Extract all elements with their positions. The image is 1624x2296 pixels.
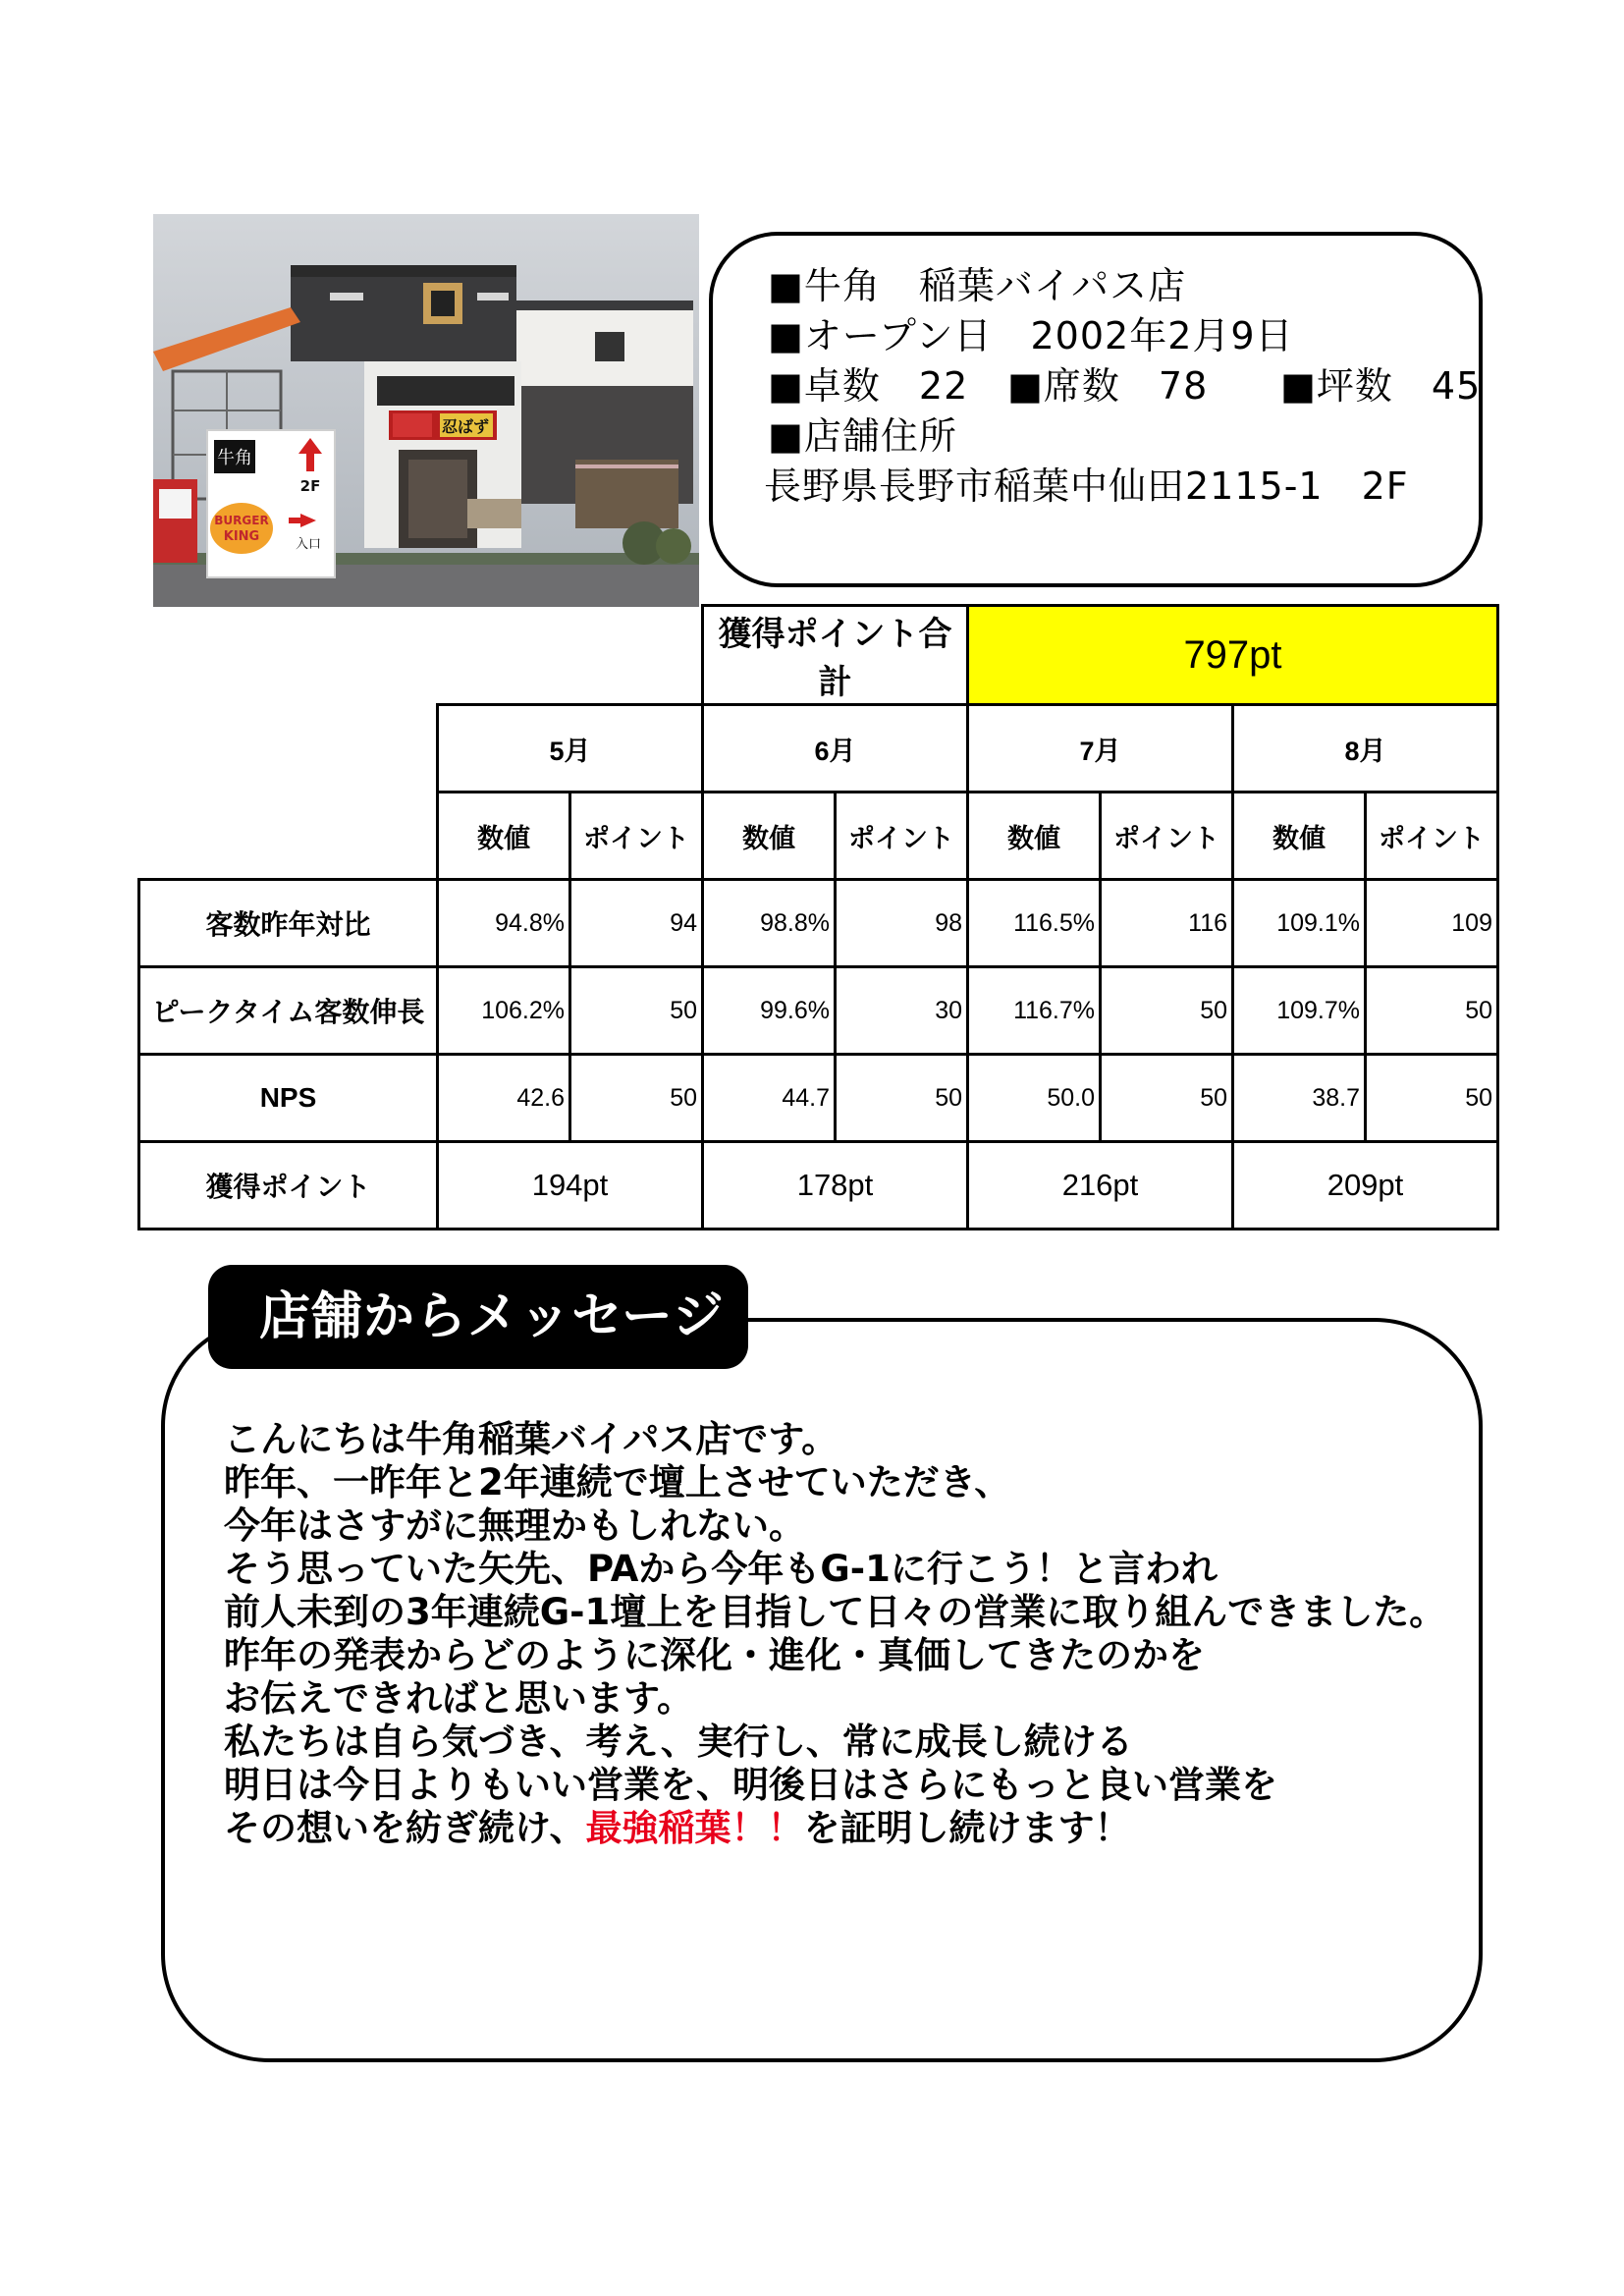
- store-photo: [153, 214, 699, 607]
- total-points-value: 797pt: [968, 606, 1498, 705]
- month-header: 7月: [968, 705, 1233, 793]
- table-cell: 94.8%: [438, 880, 570, 967]
- seat-count: ■席数 78: [1007, 364, 1209, 408]
- message-line: 明日は今日よりもいい営業を、明後日はさらにもっと良い営業を: [224, 1764, 1277, 1806]
- floor-area: ■坪数 45: [1280, 364, 1482, 408]
- message-line: お伝えできればと思います。: [224, 1677, 694, 1720]
- earned-points: 194pt: [438, 1142, 703, 1230]
- month-header-row: [139, 705, 1498, 793]
- store-capacity: [768, 363, 1481, 409]
- table-row: [139, 880, 1498, 967]
- photo-sign-burger-1: BURGER: [214, 514, 269, 527]
- message-last-pre: その想いを紡ぎ続け、: [224, 1807, 586, 1849]
- table-cell: 42.6: [438, 1055, 570, 1142]
- table-cell: 50: [1366, 967, 1498, 1055]
- earned-points: 216pt: [968, 1142, 1233, 1230]
- earned-points: 209pt: [1233, 1142, 1498, 1230]
- store-name: ■牛角 稲葉バイパス店: [768, 264, 1187, 307]
- table-cell: 98.8%: [703, 880, 836, 967]
- table-cell: 116.7%: [968, 967, 1101, 1055]
- table-cell: 50: [1101, 967, 1233, 1055]
- table-cell: 99.6%: [703, 967, 836, 1055]
- table-cell: 109.1%: [1233, 880, 1366, 967]
- message-line: そう思っていた矢先、PAから今年もG-1に行こう！と言われ: [224, 1548, 1218, 1590]
- photo-sign-floor: 2F: [299, 477, 321, 495]
- table-row: [139, 1055, 1498, 1142]
- table-cell: 116: [1101, 880, 1233, 967]
- table-cell: 44.7: [703, 1055, 836, 1142]
- table-count: ■卓数 22: [768, 364, 969, 408]
- table-cell: 98: [836, 880, 968, 967]
- store-info-box: [709, 232, 1483, 587]
- sub-header-value: 数値: [438, 793, 570, 880]
- earned-points: 178pt: [703, 1142, 968, 1230]
- sub-header-value: 数値: [1233, 793, 1366, 880]
- sub-header-point: ポイント: [836, 793, 968, 880]
- table-cell: 109: [1366, 880, 1498, 967]
- message-line-last: [224, 1807, 1445, 1850]
- table-cell: 106.2%: [438, 967, 570, 1055]
- table-cell: 38.7: [1233, 1055, 1366, 1142]
- table-cell: 50: [1366, 1055, 1498, 1142]
- message-line: 昨年、一昨年と2年連続で壇上させていただき、: [224, 1461, 1011, 1503]
- month-header: 6月: [703, 705, 968, 793]
- message-title: 店舗からメッセージ: [208, 1265, 748, 1369]
- total-points-label: 獲得ポイント合計: [703, 606, 968, 705]
- open-date: ■オープン日 2002年2月9日: [768, 314, 1294, 357]
- message-last-post: を証明し続けます！: [803, 1807, 1131, 1849]
- month-header: 8月: [1233, 705, 1498, 793]
- store-address: 長野県長野市稲葉中仙田2115-1 2F: [764, 465, 1409, 508]
- sub-header-value: 数値: [968, 793, 1101, 880]
- score-table: [137, 604, 1499, 1230]
- row-label: NPS: [139, 1055, 438, 1142]
- table-cell: 50: [1101, 1055, 1233, 1142]
- message-line: こんにちは牛角稲葉バイパス店です。: [224, 1418, 839, 1460]
- table-cell: 50.0: [968, 1055, 1101, 1142]
- total-row: [139, 606, 1498, 705]
- table-cell: 50: [570, 1055, 703, 1142]
- table-cell: 50: [836, 1055, 968, 1142]
- sub-header-point: ポイント: [570, 793, 703, 880]
- month-header: 5月: [438, 705, 703, 793]
- message-line: 前人未到の3年連続G-1壇上を目指して日々の営業に取り組んできました。: [224, 1591, 1446, 1633]
- earned-label: 獲得ポイント: [139, 1142, 438, 1230]
- earned-row: [139, 1142, 1498, 1230]
- row-label: 客数昨年対比: [139, 880, 438, 967]
- photo-sign-gyukaku: 牛角: [217, 448, 252, 468]
- message-body: [224, 1418, 1445, 1850]
- sub-header-point: ポイント: [1101, 793, 1233, 880]
- sub-header-value: 数値: [703, 793, 836, 880]
- photo-sign-entrance: 入口: [295, 537, 322, 552]
- sub-header-point: ポイント: [1366, 793, 1498, 880]
- subheader-row: [139, 793, 1498, 880]
- table-cell: 116.5%: [968, 880, 1101, 967]
- table-cell: 50: [570, 967, 703, 1055]
- table-cell: 30: [836, 967, 968, 1055]
- photo-sign-burger-2: KING: [223, 529, 260, 544]
- message-line: 今年はさすがに無理かもしれない。: [224, 1504, 805, 1547]
- table-cell: 109.7%: [1233, 967, 1366, 1055]
- address-label: ■店舗住所: [768, 414, 957, 458]
- message-line: 昨年の発表からどのように深化・進化・真価してきたのかを: [224, 1634, 1205, 1676]
- row-label: ピークタイム客数伸長: [139, 967, 438, 1055]
- message-highlight: 最強稲葉！！: [585, 1807, 804, 1849]
- table-cell: 94: [570, 880, 703, 967]
- photo-banner: 忍ばず: [441, 417, 490, 436]
- table-row: [139, 967, 1498, 1055]
- message-line: 私たちは自ら気づき、考え、実行し、常に成長し続ける: [224, 1721, 1133, 1763]
